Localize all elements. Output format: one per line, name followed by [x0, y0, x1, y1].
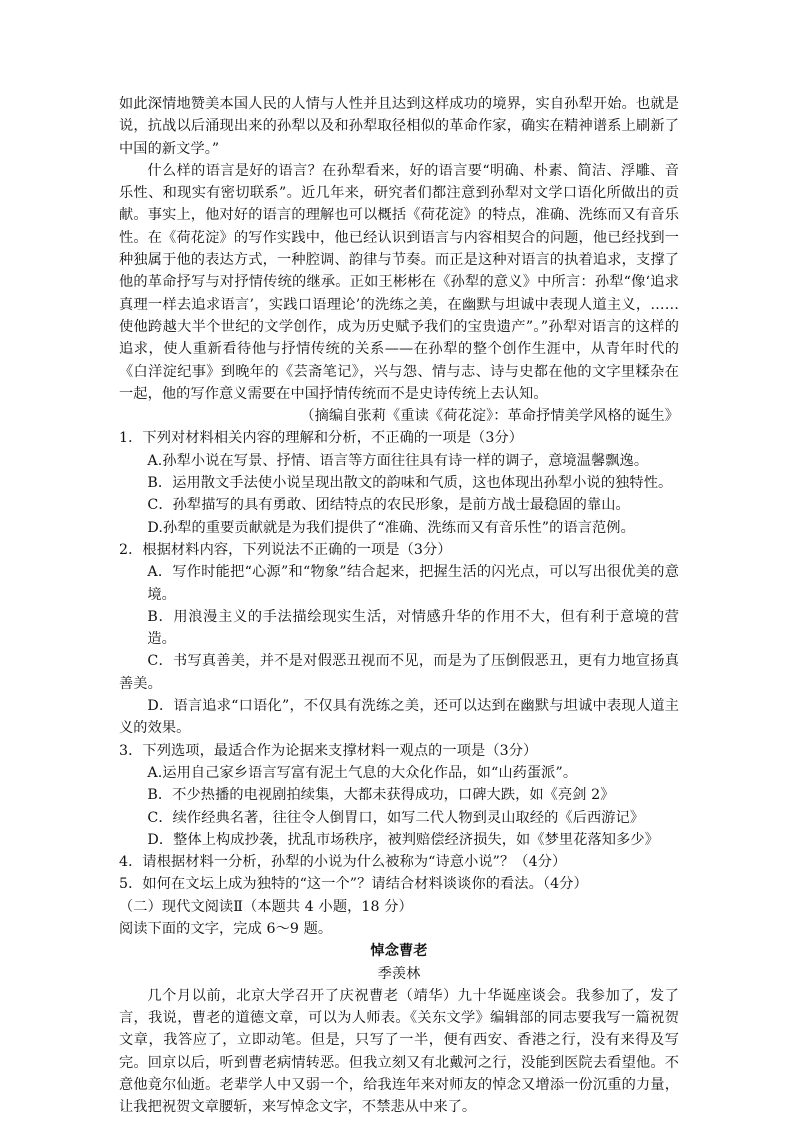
- question-2-stem: 2．根据材料内容，下列说法不正确的一项是（3分）: [119, 541, 452, 558]
- source-citation: （摘编自张莉《重读《荷花淀》：革命抒情美学风格的诞生》: [300, 408, 679, 425]
- section-heading: （二）现代文阅读Ⅱ（本题共 4 小题，18 分）: [119, 898, 413, 915]
- question-2-option-b: B．用浪漫主义的手法描绘现实生活，对情感升华的作用不大，但有利于意境的营造。: [147, 608, 679, 648]
- essay-author: 季羡林: [377, 965, 421, 982]
- question-1-option-d: D.孙犁的重要贡献就是为我们提供了“准确、洗练而又有音乐性”的语言范例。: [147, 519, 635, 536]
- question-2-option-d: D．语言追求“口语化”，不仅具有洗练之美，还可以达到在幽默与坦诚中表现人道主义的效果。: [119, 698, 679, 737]
- question-2-option-c: C．书写真善美，并不是对假恶丑视而不见，而是为了压倒假恶丑，更有力地宣扬真善美。: [119, 653, 679, 692]
- question-1-stem: 1．下列对材料相关内容的理解和分析，不正确的一项是（3分）: [119, 430, 524, 447]
- question-5: 5．如何在文坛上成为独特的“这一个”？请结合材料谈谈你的看法。（4分）: [119, 876, 588, 893]
- question-1-option-c: C．孙犁描写的具有勇敢、团结特点的农民形象，是前方战士最稳固的靠山。: [147, 497, 630, 514]
- question-3-option-b: B．不少热播的电视剧拍续集，大都未获得成功，口碑大跌，如《亮剑 2》: [147, 787, 615, 804]
- question-3-option-d: D．整体上构成抄袭，扰乱市场秩序，被判赔偿经济损失，如《梦里花落知多少》: [147, 831, 659, 848]
- question-3-option-a: A.运用自己家乡语言写富有泥土气息的大众化作品，如“山药蛋派”。: [147, 764, 578, 781]
- question-1-option-b: B．运用散文手法使小说呈现出散文的韵味和气质，这也体现出孙犁小说的独特性。: [147, 475, 673, 492]
- question-3-stem: 3．下列选项，最适合作为论据来支撑材料一观点的一项是（3分）: [119, 742, 538, 759]
- question-1-option-a: A.孙犁小说在写景、抒情、语言等方面往往具有诗一样的调子，意境温馨飘逸。: [147, 452, 649, 469]
- material-paragraph: 什么样的语言是好的语言？在孙犁看来，好的语言要“明确、朴素、简洁、浮雕、音乐性、和现实有密切联系”。近几年来，研究者们都注意到孙犁对文学口语化所做出的贡献。事实上，他对好的语言的理解也可以概括《荷花淀》的特点，准确、洗练而又有音乐性。在《荷花淀》的写作实践中，他已经认识到语言与内容相契合的问题，他已经找到一种独属于他的表达方式，一种腔调、韵律与节奏。而正是这种对语言的执着追求，支撑了他的革命抒写与对抒情传统的继承。正如王彬彬在《孙犁的意义》中所言：孙犁“像‘追求真理一样去追求语言’，实践口语理论’的洗练之美，在幽默与坦诚中表现人道主义，……使他跨越大半个世纪的文学创作，成为历史赋予我们的宝贵遗产”。”孙犁对语言的这样的追求，使人重新看待他与抒情传统的关系——在孙犁的整个创作生涯中，从青年时代的《白洋淀纪事》到晚年的《芸斋笔记》，兴与怨、情与志、诗与史都在他的文字里糅杂在一起，他的写作意义需要在中国抒情传统而不是史诗传统上去认知。: [119, 162, 679, 402]
- reading-instruction: 阅读下面的文字，完成 6～9 题。: [119, 920, 333, 937]
- material-intro-paragraph: 如此深情地赞美本国人民的人情与人性并且达到这样成功的境界，实自孙犁开始。也就是说，抗战以后涌现出来的孙犁以及和孙犁取径相似的革命作家，确实在精神谱系上刷新了中国的新文学。”: [119, 96, 679, 157]
- essay-title: 悼念曹老: [370, 943, 428, 960]
- essay-paragraph: 几个月以前，北京大学召开了庆祝曹老（靖华）九十华诞座谈会。我参加了，发了言，我说，曹老的道德文章，可以为人师表。《关东文学》编辑部的同志要我写一篇祝贺文章，我答应了，立即动笔。但是，只写了一半，便有西安、香港之行，没有来得及写完。回京以后，听到曹老病情转恶。但我立刻又有北戴河之行，没能到医院去看望他。不意他竟尔仙逝。老辈学人中又弱一个，给我连年来对师友的悼念又增添一份沉重的力量，让我把祝贺文章腰斩，来写悼念文字，不禁悲从中来了。: [119, 987, 679, 1116]
- document-page: [119, 93, 679, 1119]
- question-3-option-c: C．续作经典名著，往往令人倒胃口，如写二代人物到灵山取经的《后西游记》: [147, 809, 645, 826]
- question-4: 4．请根据材料一分析，孙犁的小说为什么被称为“诗意小说”？（4分）: [119, 854, 567, 871]
- question-2-option-a: A．写作时能把“心源”和“物象”结合起来，把握生活的闪光点，可以写出很优美的意境。: [147, 564, 679, 603]
